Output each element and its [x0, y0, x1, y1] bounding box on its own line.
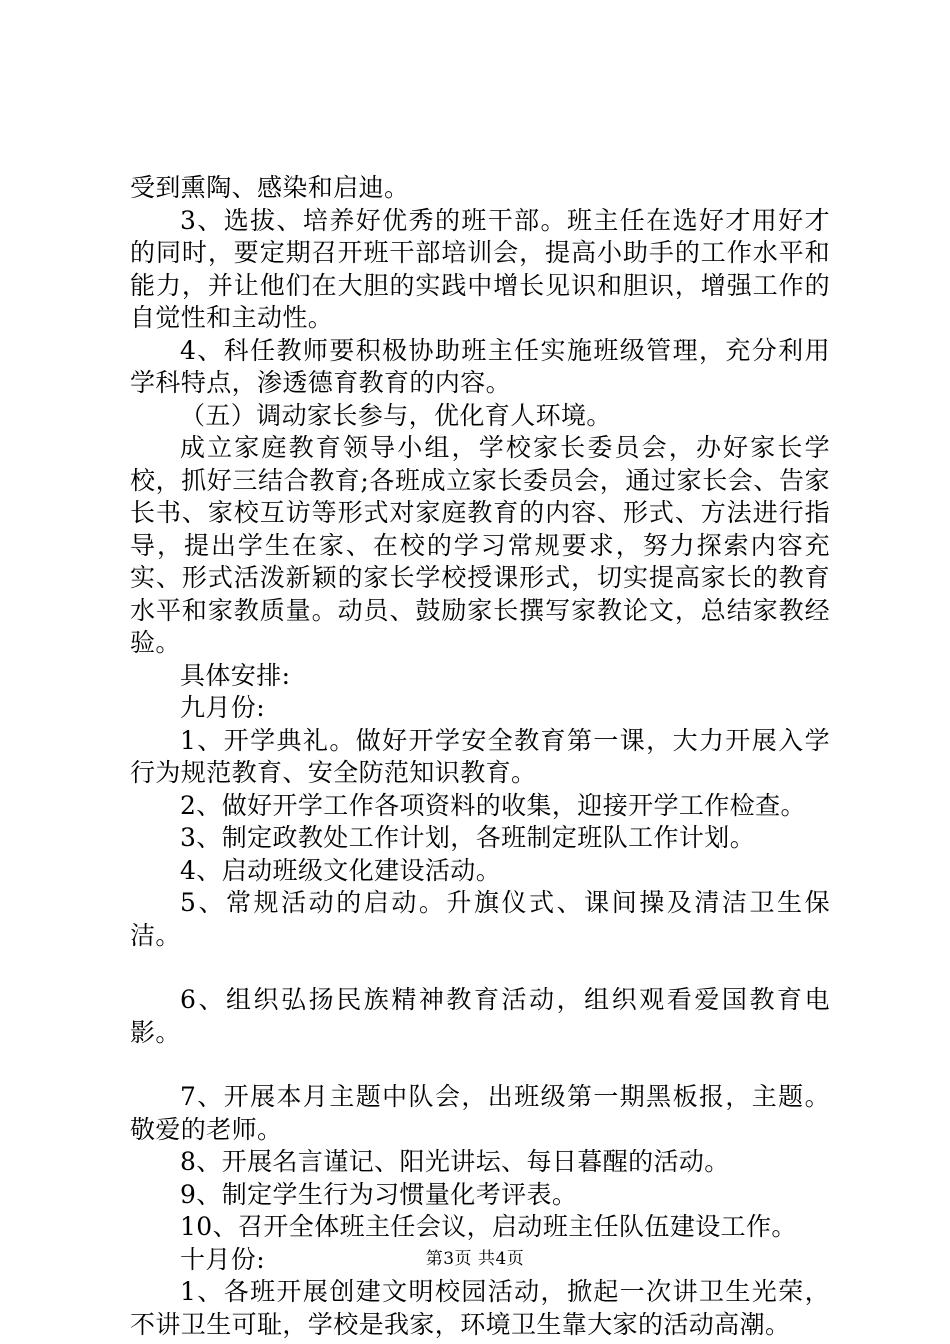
list-item: 6、组织弘扬民族精神教育活动，组织观看爱国教育电影。: [130, 985, 830, 1047]
document-body: [130, 172, 830, 1341]
paragraph: 3、选拔、培养好优秀的班干部。班主任在选好才用好才的同时，要定期召开班干部培训会，提高小助手的工作水平和能力，并让他们在大胆的实践中增长见识和胆识，增强工作的自觉性和主动性。: [130, 205, 830, 332]
subheading: 具体安排:: [180, 660, 291, 690]
list-item: 9、制定学生行为习惯量化考评表。: [180, 1179, 578, 1209]
list-item: 4、启动班级文化建设活动。: [180, 855, 502, 885]
paragraph: 成立家庭教育领导小组，学校家长委员会，办好家长学校，抓好三结合教育;各班成立家长委员会，通过家长会、告家长书、家校互访等形式对家庭教育的内容、形式、方法进行指导，提出学生在家、在校的学习常规要求，努力探索内容充实、形式活泼新颖的家长学校授课形式，切实提高家长的教育水平和家教质量。动员、鼓励家长撰写家教论文，总结家教经验。: [130, 433, 830, 657]
month-heading: 九月份:: [180, 693, 266, 722]
paragraph: 受到熏陶、感染和启迪。: [130, 173, 410, 202]
list-item: 10、召开全体班主任会议，启动班主任队伍建设工作。: [180, 1212, 797, 1241]
list-item: 1、开学典礼。做好开学安全教育第一课，大力开展入学行为规范教育、安全防范知识教育。: [130, 725, 830, 787]
list-item: 8、开展名言谨记、阳光讲坛、每日暮醒的活动。: [180, 1147, 730, 1176]
list-item: 1、各班开展创建文明校园活动，掀起一次讲卫生光荣，不讲卫生可耻，学校是我家，环境卫生靠大家的活动高潮。: [130, 1277, 830, 1339]
list-item: 2、做好开学工作各项资料的收集，迎接开学工作检查。: [180, 790, 806, 820]
list-item: 5、常规活动的启动。升旗仪式、课间操及清洁卫生保洁。: [130, 888, 830, 950]
month-heading: 十月份:: [180, 1244, 266, 1274]
list-item: 3、制定政教处工作计划，各班制定班队工作计划。: [180, 823, 756, 852]
list-item: 7、开展本月主题中队会，出班级第一期黑板报，主题。敬爱的老师。: [130, 1082, 830, 1144]
section-heading: （五）调动家长参与，优化育人环境。: [180, 400, 612, 430]
page-footer: 第3页 共4页: [425, 1249, 525, 1269]
paragraph: 4、科任教师要积极协助班主任实施班级管理，充分利用学科特点，渗透德育教育的内容。: [130, 335, 830, 397]
